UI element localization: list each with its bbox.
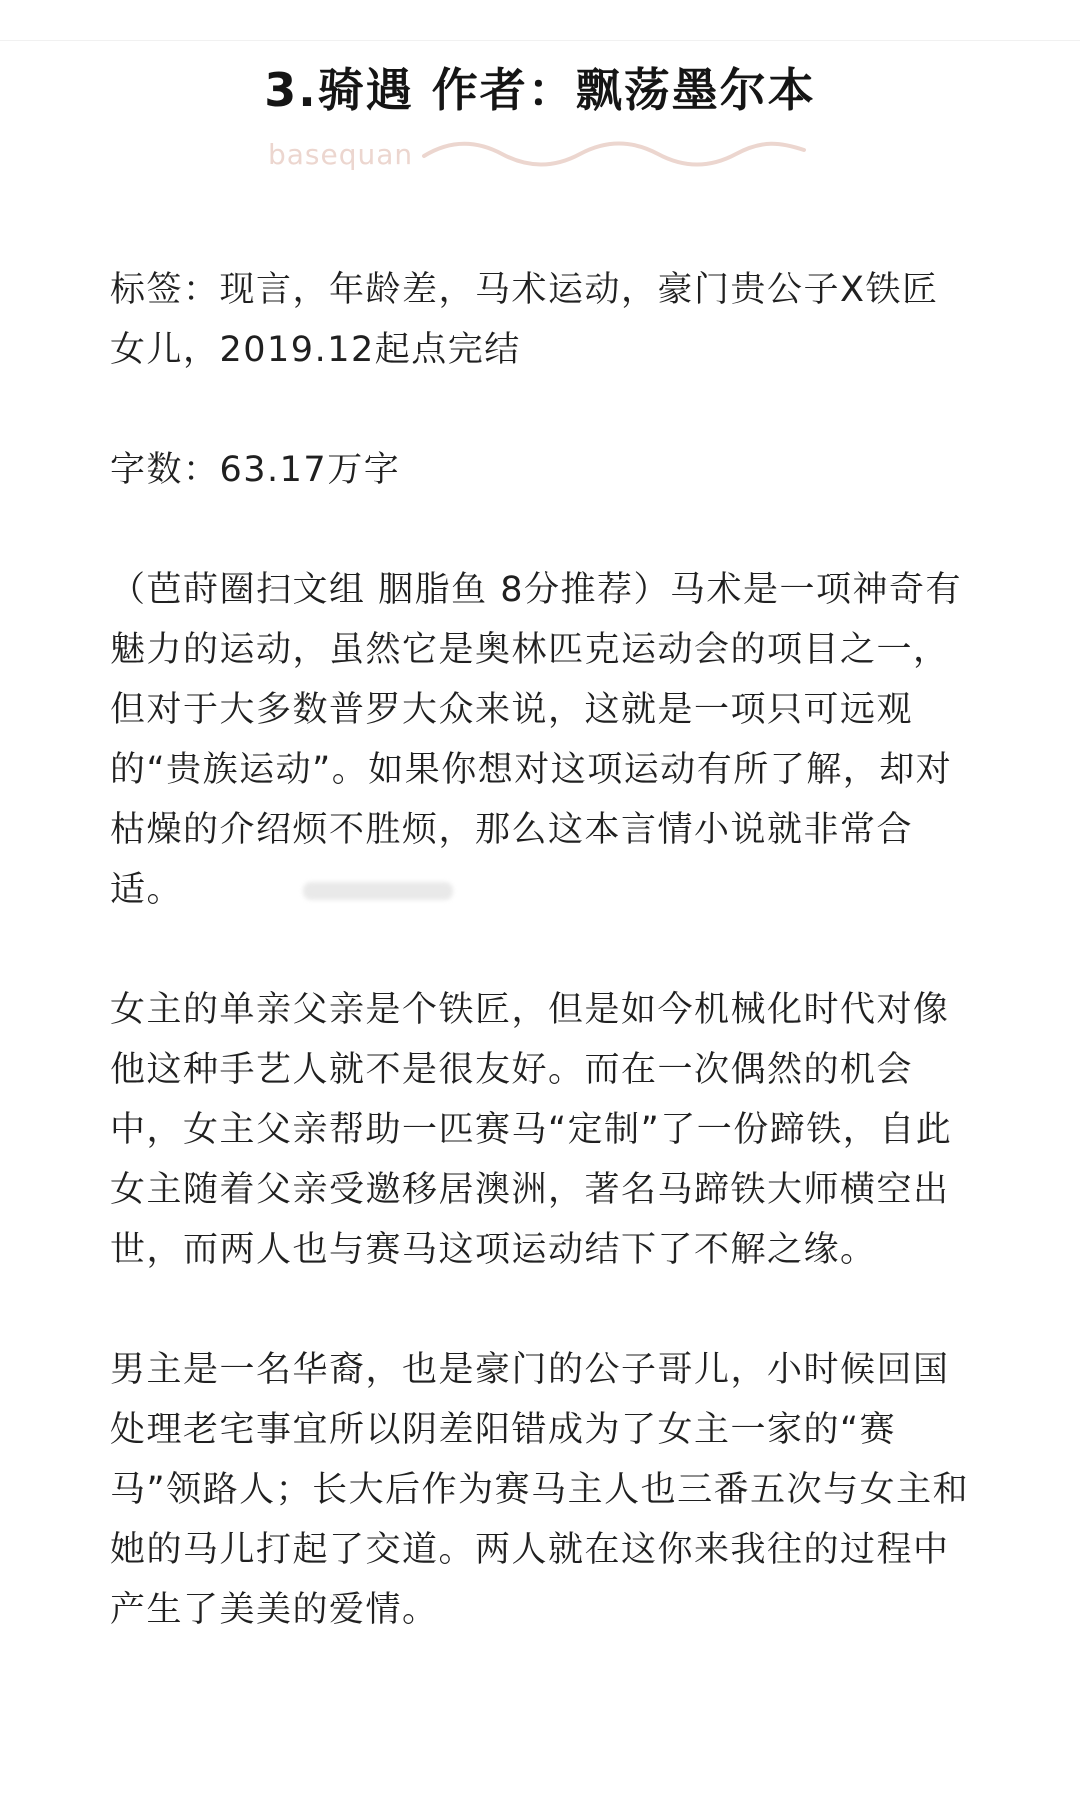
intro-paragraph — [110, 560, 970, 920]
intro-text: （芭莳圈扫文组 胭脂鱼 8分推荐）马术是一项神奇有魅力的运动，虽然它是奥林匹克运动会的项目之一，但对于大多数普罗大众来说，这就是一项只可远观的“贵族运动”。如果你想对这项运动有所了解，却对枯燥的介绍烦不胜烦，那么这本言情小说就非常合适。 — [110, 570, 963, 910]
wave-divider-icon — [420, 134, 808, 174]
word-count-paragraph: 字数：63.17万字 — [110, 450, 401, 490]
page-title: 3.骑遇 作者：飘荡墨尔本 — [264, 63, 816, 117]
tags-paragraph: 标签：现言，年龄差，马术运动，豪门贵公子X铁匠女儿，2019.12起点完结 — [110, 270, 939, 370]
article-body — [110, 260, 970, 1640]
top-divider — [0, 40, 1080, 41]
header — [0, 58, 1080, 122]
blurred-mark — [303, 882, 453, 900]
male-lead-paragraph: 男主是一名华裔，也是豪门的公子哥儿，小时候回国处理老宅事宜所以阴差阳错成为了女主一家的“赛马”领路人；长大后作为赛马主人也三番五次与女主和她的马儿打起了交道。两人就在这你来我往的过程中产生了美美的爱情。 — [110, 1350, 970, 1630]
title-decoration — [268, 134, 808, 180]
female-lead-paragraph: 女主的单亲父亲是个铁匠，但是如今机械化时代对像他这种手艺人就不是很友好。而在一次偶然的机会中，女主父亲帮助一匹赛马“定制”了一份蹄铁，自此女主随着父亲受邀移居澳洲，著名马蹄铁大师横空出世，而两人也与赛马这项运动结下了不解之缘。 — [110, 990, 953, 1270]
watermark-text: basequan — [268, 138, 414, 171]
